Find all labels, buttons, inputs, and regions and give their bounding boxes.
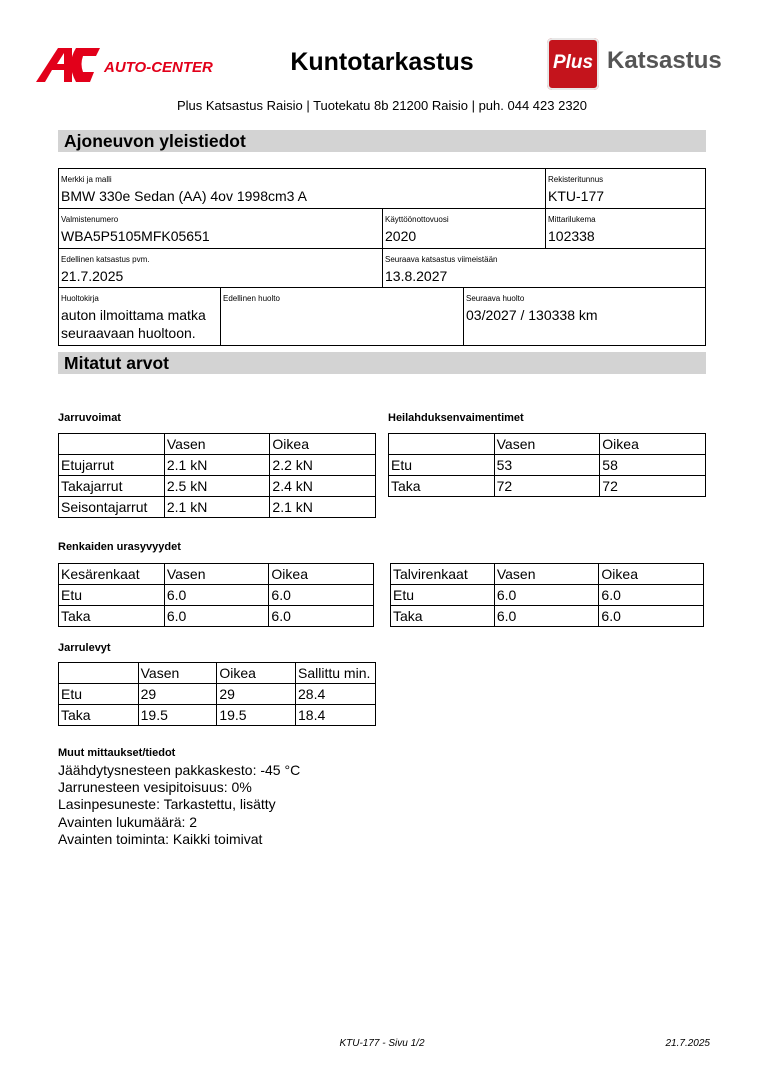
- table-cell: 6.0: [494, 585, 599, 606]
- table-header-row: [59, 663, 376, 684]
- table-cell: 58: [600, 455, 706, 476]
- table-cell: 53: [494, 455, 600, 476]
- info-row-3: [59, 249, 705, 288]
- table-row: [391, 606, 704, 627]
- make-model-value: BMW 330e Sedan (AA) 4ov 1998cm3 A: [61, 188, 307, 204]
- header-cell: Vasen: [138, 663, 217, 684]
- header-cell: [389, 434, 495, 455]
- make-model-label: Merkki ja malli: [61, 175, 112, 184]
- next-inspection-label: Seuraava katsastus viimeistään: [385, 255, 498, 264]
- year-value: 2020: [385, 228, 417, 244]
- header-cell: [59, 663, 139, 684]
- other-title: Muut mittaukset/tiedot: [58, 747, 176, 759]
- vin-label: Valmistenumero: [61, 215, 119, 224]
- table-row: [59, 606, 374, 627]
- plus-badge: [547, 38, 599, 90]
- info-row-2: [59, 209, 705, 249]
- header-cell: Oikea: [600, 434, 706, 455]
- header-cell: Vasen: [494, 564, 599, 585]
- row-label: Etu: [59, 684, 139, 705]
- table-cell: 19.5: [138, 705, 217, 726]
- header-cell: Oikea: [269, 564, 374, 585]
- row-label: Etu: [389, 455, 495, 476]
- info-row-1: [59, 169, 705, 209]
- service-book-line2: seuraavaan huoltoon.: [61, 325, 196, 341]
- header-cell: Oikea: [599, 564, 704, 585]
- discs-title: Jarrulevyt: [58, 642, 111, 654]
- row-label: Etu: [59, 585, 165, 606]
- plus-badge-text: Plus: [552, 52, 594, 73]
- row-label: Etu: [391, 585, 495, 606]
- page-footer: [0, 1038, 764, 1049]
- other-measurements-list: [58, 762, 300, 848]
- table-cell: 18.4: [296, 705, 376, 726]
- table-header-row: [391, 564, 704, 585]
- table-cell: 72: [494, 476, 600, 497]
- table-cell: 2.4 kN: [270, 476, 376, 497]
- reg-value: KTU-177: [548, 188, 605, 204]
- table-cell: 6.0: [269, 606, 374, 627]
- ac-logo-text: AUTO-CENTER: [104, 59, 213, 76]
- odometer-value: 102338: [548, 228, 595, 244]
- table-row: [59, 705, 376, 726]
- table-cell: 6.0: [269, 585, 374, 606]
- next-service-label: Seuraava huolto: [466, 294, 525, 303]
- table-cell: 6.0: [599, 606, 704, 627]
- make-model-cell: [59, 169, 546, 208]
- vin-value: WBA5P5105MFK05651: [61, 228, 210, 244]
- header-cell: Kesärenkaat: [59, 564, 165, 585]
- table-row: [391, 585, 704, 606]
- service-book-line1: auton ilmoittama matka: [61, 307, 206, 323]
- row-label: Taka: [391, 606, 495, 627]
- header-cell: Talvirenkaat: [391, 564, 495, 585]
- last-inspection-label: Edellinen katsastus pvm.: [61, 255, 150, 264]
- plus-katsastus-logo: [547, 38, 731, 90]
- header-cell: Oikea: [270, 434, 376, 455]
- table-row: [59, 476, 376, 497]
- reg-label: Rekisteritunnus: [548, 175, 604, 184]
- table-header-row: [59, 564, 374, 585]
- section-header-general: Ajoneuvon yleistiedot: [58, 130, 706, 152]
- table-row: [59, 455, 376, 476]
- shocks-table: [388, 433, 706, 497]
- last-inspection-cell: [59, 249, 383, 287]
- table-row: [59, 684, 376, 705]
- previous-service-label: Edellinen huolto: [223, 294, 280, 303]
- shocks-title: Heilahduksenvaimentimet: [388, 412, 524, 424]
- address-line: Plus Katsastus Raisio | Tuotekatu 8b 21200 Raisio | puh. 044 423 2320: [176, 98, 588, 113]
- row-label: Taka: [59, 606, 165, 627]
- table-cell: 29: [217, 684, 296, 705]
- table-cell: 2.1 kN: [164, 497, 270, 518]
- vin-cell: [59, 209, 383, 248]
- next-inspection-value: 13.8.2027: [385, 268, 448, 284]
- page-number: KTU-177 - Sivu 1/2: [339, 1038, 425, 1049]
- table-cell: 28.4: [296, 684, 376, 705]
- year-cell: [383, 209, 546, 248]
- row-label: Taka: [389, 476, 495, 497]
- header-cell: Vasen: [164, 564, 269, 585]
- info-row-4: [59, 288, 705, 345]
- table-cell: 6.0: [494, 606, 599, 627]
- brake-discs-table: [58, 662, 376, 726]
- header-cell: Vasen: [494, 434, 600, 455]
- table-row: [59, 497, 376, 518]
- tread-title: Renkaiden urasyvyydet: [58, 541, 181, 553]
- section-header-measured: Mitatut arvot: [58, 352, 706, 374]
- table-cell: 2.5 kN: [164, 476, 270, 497]
- list-item: Lasinpesuneste: Tarkastettu, lisätty: [58, 796, 276, 813]
- year-label: Käyttöönottovuosi: [385, 215, 449, 224]
- brakes-table: [58, 433, 376, 518]
- table-header-row: [59, 434, 376, 455]
- next-inspection-cell: [383, 249, 705, 287]
- next-service-value: 03/2027 / 130338 km: [466, 307, 598, 323]
- header-cell: Oikea: [217, 663, 296, 684]
- table-row: [389, 455, 706, 476]
- table-row: [59, 585, 374, 606]
- list-item: Avainten toiminta: Kaikki toimivat: [58, 830, 263, 847]
- summer-tires-table: [58, 563, 374, 627]
- table-cell: 72: [600, 476, 706, 497]
- footer-date: 21.7.2025: [665, 1038, 710, 1049]
- katsastus-word: Katsastus: [607, 47, 722, 74]
- table-cell: 2.1 kN: [270, 497, 376, 518]
- table-cell: 2.2 kN: [270, 455, 376, 476]
- table-cell: 6.0: [599, 585, 704, 606]
- previous-service-cell: [221, 288, 464, 345]
- table-cell: 29: [138, 684, 217, 705]
- vehicle-info-grid: [58, 168, 706, 346]
- row-label: Seisontajarrut: [59, 497, 165, 518]
- row-label: Etujarrut: [59, 455, 165, 476]
- last-inspection-value: 21.7.2025: [61, 268, 124, 284]
- table-cell: 2.1 kN: [164, 455, 270, 476]
- table-row: [389, 476, 706, 497]
- row-label: Taka: [59, 705, 139, 726]
- list-item: Jarrunesteen vesipitoisuus: 0%: [58, 779, 252, 796]
- odometer-cell: [546, 209, 705, 248]
- table-header-row: [389, 434, 706, 455]
- table-cell: 6.0: [164, 585, 269, 606]
- reg-cell: [546, 169, 705, 208]
- row-label: Takajarrut: [59, 476, 165, 497]
- service-book-label: Huoltokirja: [61, 294, 99, 303]
- service-book-cell: [59, 288, 221, 345]
- table-cell: 19.5: [217, 705, 296, 726]
- next-service-cell: [464, 288, 705, 345]
- header-cell: [59, 434, 165, 455]
- header-cell: Vasen: [164, 434, 270, 455]
- header-cell: Sallittu min.: [296, 663, 376, 684]
- list-item: Jäähdytysnesteen pakkaskesto: -45 °C: [58, 762, 301, 778]
- document-title: Kuntotarkastus: [290, 48, 474, 76]
- list-item: Avainten lukumäärä: 2: [58, 813, 198, 830]
- table-cell: 6.0: [164, 606, 269, 627]
- winter-tires-table: [390, 563, 704, 627]
- odometer-label: Mittarilukema: [548, 215, 596, 224]
- brakes-title: Jarruvoimat: [58, 412, 121, 424]
